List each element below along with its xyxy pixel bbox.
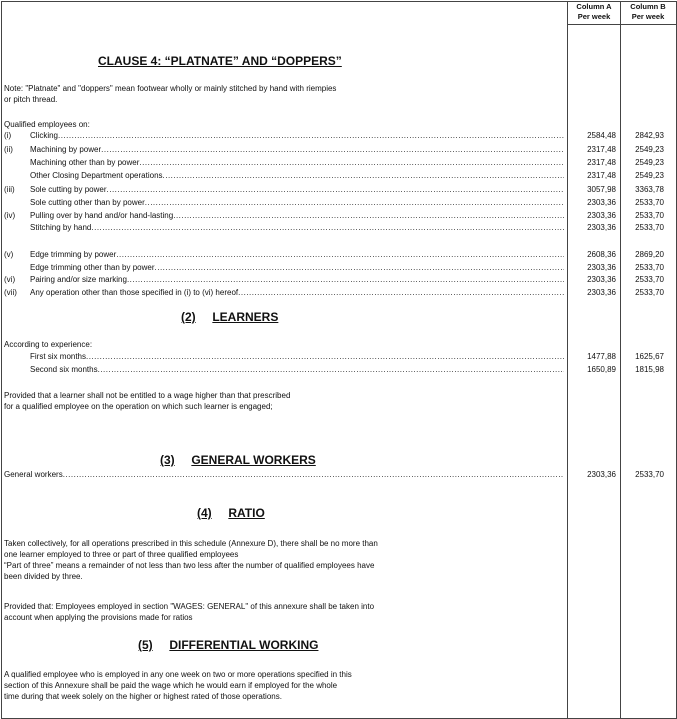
row-value-b: 2549,23 — [635, 145, 664, 154]
ratio-proviso-line: Provided that: Employees employed in section "WAGES: GENERAL" of this annexure shall be taken into — [4, 602, 375, 611]
row-value-b: 2842,93 — [635, 131, 664, 140]
leader-dots — [63, 469, 564, 480]
leader-dots — [127, 274, 564, 285]
row-value-b: 2549,23 — [635, 158, 664, 167]
row-label: Any operation other than those specified in (i) to (vi) hereof — [30, 288, 239, 297]
row-value-a: 3057,98 — [587, 185, 616, 194]
learner-value-a: 1477,88 — [587, 352, 616, 361]
learners-intro: According to experience: — [4, 340, 93, 349]
row-value-b: 2533,70 — [635, 223, 664, 232]
learners-number: (2) — [181, 310, 196, 324]
note-line: Note: "Platnate" and "doppers" mean footwear wholly or mainly stitched by hand with riempies — [4, 84, 337, 93]
learner-value-a: 1650,89 — [587, 365, 616, 374]
qualified-row — [4, 130, 564, 141]
general-workers-number: (3) — [160, 453, 175, 467]
ratio-proviso-line: account when applying the provisions made for ratios — [4, 613, 193, 622]
differential-paragraph — [4, 669, 474, 702]
row-value-b: 2533,70 — [635, 198, 664, 207]
leader-dots — [58, 130, 564, 141]
ratio-line: been divided by three. — [4, 572, 83, 581]
ratio-line: one learner employed to three or part of three qualified employees — [4, 550, 239, 559]
learners-heading — [181, 310, 278, 324]
leader-dots — [116, 249, 564, 260]
learners-proviso — [4, 390, 474, 412]
leader-dots — [145, 197, 564, 208]
row-value-a: 2303,36 — [587, 211, 616, 220]
row-number: (i) — [4, 131, 12, 140]
qualified-row — [4, 170, 564, 181]
leader-dots — [163, 170, 564, 181]
row-value-a: 2608,36 — [587, 250, 616, 259]
row-label: Other Closing Department operations — [30, 171, 163, 180]
note-line: or pitch thread. — [4, 95, 58, 104]
row-label: First six months — [30, 352, 87, 361]
row-value-a: 2303,36 — [587, 223, 616, 232]
differential-line: A qualified employee who is employed in any one week on two or more operations specified in this — [4, 670, 352, 679]
leader-dots — [98, 364, 564, 375]
column-b-subtitle: Per week — [631, 12, 665, 21]
row-indent — [4, 364, 30, 375]
column-b-title: Column B — [630, 2, 666, 11]
qualified-row — [4, 262, 564, 273]
leader-dots — [155, 262, 564, 273]
column-b-header — [621, 2, 675, 22]
leader-dots — [107, 184, 565, 195]
row-label: Pulling over by hand and/or hand-lasting — [30, 211, 174, 220]
general-workers-label: General workers — [4, 470, 63, 479]
row-label: Clicking — [30, 131, 59, 140]
row-label: Machining by power — [30, 145, 102, 154]
learners-title: LEARNERS — [212, 310, 279, 324]
leader-dots — [173, 210, 564, 221]
ratio-proviso — [4, 601, 474, 623]
row-label: Stitching by hand — [30, 223, 92, 232]
ratio-paragraph — [4, 538, 474, 582]
row-value-b: 2869,20 — [635, 250, 664, 259]
row-value-a: 2317,48 — [587, 171, 616, 180]
row-value-a: 2303,36 — [587, 198, 616, 207]
column-header-rule — [567, 24, 676, 25]
row-label: Second six months — [30, 365, 98, 374]
general-workers-row — [4, 469, 564, 480]
row-value-b: 2533,70 — [635, 263, 664, 272]
qualified-heading: Qualified employees on: — [4, 120, 90, 129]
learner-value-b: 1815,98 — [635, 365, 664, 374]
qualified-row — [4, 184, 564, 195]
row-value-b: 3363,78 — [635, 185, 664, 194]
row-value-b: 2549,23 — [635, 171, 664, 180]
row-number — [4, 262, 30, 273]
qualified-row — [4, 144, 564, 155]
row-label: Pairing and/or size marking — [30, 275, 127, 284]
qualified-row — [4, 274, 564, 285]
ratio-title: RATIO — [228, 506, 265, 520]
row-indent — [4, 351, 30, 362]
row-number — [4, 170, 30, 181]
proviso-line: Provided that a learner shall not be entitled to a wage higher than that prescribed — [4, 391, 291, 400]
row-label: Machining other than by power — [30, 158, 140, 167]
general-workers-value-a: 2303,36 — [587, 470, 616, 479]
row-value-b: 2533,70 — [635, 288, 664, 297]
row-number: (iv) — [4, 211, 16, 220]
row-number: (ii) — [4, 145, 13, 154]
row-value-b: 2533,70 — [635, 211, 664, 220]
row-value-b: 2533,70 — [635, 275, 664, 284]
row-label: Sole cutting other than by power — [30, 198, 145, 207]
row-value-a: 2317,48 — [587, 145, 616, 154]
learner-row — [4, 364, 564, 375]
row-label: Edge trimming other than by power — [30, 263, 155, 272]
general-workers-heading — [160, 453, 316, 467]
qualified-row — [4, 287, 564, 298]
leader-dots — [101, 144, 564, 155]
qualified-row — [4, 157, 564, 168]
general-workers-value-b: 2533,70 — [635, 470, 664, 479]
differential-line: section of this Annexure shall be paid the wage which he would earn if employed for the whole — [4, 681, 338, 690]
row-number: (vi) — [4, 275, 16, 284]
leader-dots — [86, 351, 564, 362]
leader-dots — [238, 287, 564, 298]
ratio-heading — [197, 506, 265, 520]
learner-value-b: 1625,67 — [635, 352, 664, 361]
row-value-a: 2303,36 — [587, 263, 616, 272]
row-number: (iii) — [4, 185, 15, 194]
qualified-row — [4, 222, 564, 233]
ratio-number: (4) — [197, 506, 212, 520]
general-workers-title: GENERAL WORKERS — [191, 453, 316, 467]
learner-row — [4, 351, 564, 362]
differential-heading — [138, 638, 318, 652]
row-number — [4, 222, 30, 233]
qualified-row — [4, 249, 564, 260]
row-label: Edge trimming by power — [30, 250, 117, 259]
ratio-line: Taken collectively, for all operations prescribed in this schedule (Annexure D), there shall be no more than — [4, 539, 378, 548]
qualified-row — [4, 197, 564, 208]
row-value-a: 2584,48 — [587, 131, 616, 140]
row-number — [4, 197, 30, 208]
column-a-header — [568, 2, 620, 22]
differential-title: DIFFERENTIAL WORKING — [169, 638, 319, 652]
proviso-line: for a qualified employee on the operation on which such learner is engaged; — [4, 402, 273, 411]
row-number: (vii) — [4, 288, 17, 297]
column-a-title: Column A — [576, 2, 612, 11]
column-a-subtitle: Per week — [577, 12, 611, 21]
row-value-a: 2303,36 — [587, 275, 616, 284]
ratio-line: “Part of three” means a remainder of not less than two less after the number of qualified employees have — [4, 561, 375, 570]
leader-dots — [139, 157, 564, 168]
row-value-a: 2317,48 — [587, 158, 616, 167]
clause-title: CLAUSE 4: “PLATNATE” AND “DOPPERS” — [98, 54, 342, 68]
differential-line: time during that week solely on the higher or highest rated of those operations. — [4, 692, 282, 701]
row-value-a: 2303,36 — [587, 288, 616, 297]
note-paragraph — [4, 83, 474, 105]
qualified-row — [4, 210, 564, 221]
row-number — [4, 157, 30, 168]
leader-dots — [91, 222, 564, 233]
row-label: Sole cutting by power — [30, 185, 107, 194]
differential-number: (5) — [138, 638, 153, 652]
row-number: (v) — [4, 250, 14, 259]
